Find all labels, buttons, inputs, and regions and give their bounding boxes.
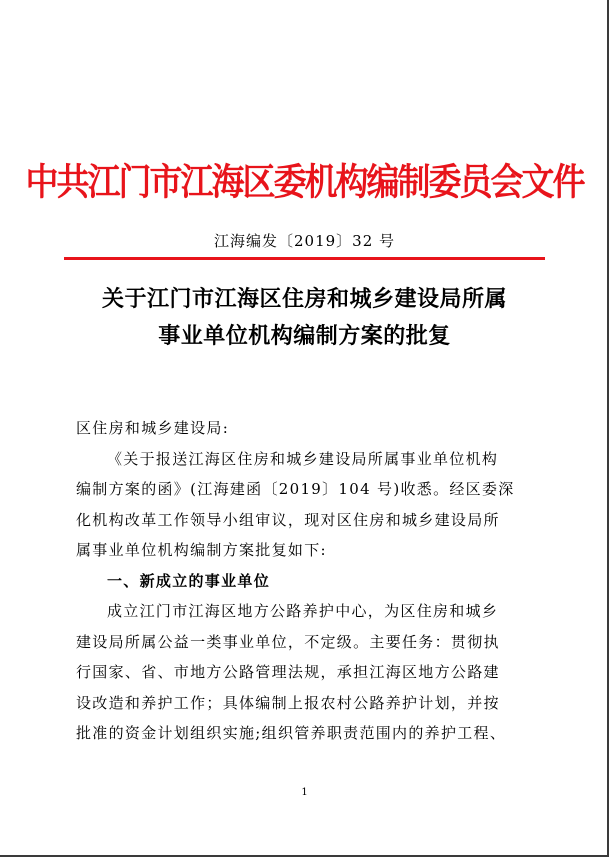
addressee: 区住房和城乡建设局: <box>76 419 230 437</box>
paragraph-1-line-4: 属事业单位机构编制方案批复如下: <box>76 541 327 559</box>
title-line-1: 关于江门市江海区住房和城乡建设局所属 <box>101 286 507 312</box>
section-1-heading: 一、新成立的事业单位 <box>107 571 271 590</box>
issuer-title: 中共江门市江海区委机构编制委员会文件 <box>25 159 584 204</box>
title-line-2: 事业单位机构编制方案的批复 <box>158 323 451 349</box>
paragraph-2-line-2: 建设局所属公益一类事业单位，不定级。主要任务：贯彻执 <box>76 632 500 651</box>
paragraph-2-line-5: 批准的资金计划组织实施;组织管养职责范围内的养护工程、 <box>76 724 507 742</box>
paragraph-1-line-2: 编制方案的函》(江海建函〔2019〕104 号)收悉。经区委深 <box>76 480 515 498</box>
document-number: 江海编发〔2019〕32 号 <box>213 232 396 250</box>
paragraph-1-line-3: 化机构改革工作领导小组审议，现对区住房和城乡建设局所 <box>76 510 500 529</box>
paragraph-2-line-3: 行国家、省、市地方公路管理法规，承担江海区地方公路建 <box>76 663 500 681</box>
paragraph-1-line-1: 《关于报送江海区住房和城乡建设局所属事业单位机构 <box>107 449 499 468</box>
document-title <box>0 281 609 355</box>
red-separator-line <box>64 257 545 260</box>
paragraph-2-line-1: 成立江门市江海区地方公路养护中心，为区住房和城乡 <box>107 602 499 620</box>
page-number: 1 <box>301 787 308 798</box>
document-body <box>76 413 546 749</box>
paragraph-2-line-4: 设改造和养护工作；具体编制上报农村公路养护计划，并按 <box>76 693 500 712</box>
